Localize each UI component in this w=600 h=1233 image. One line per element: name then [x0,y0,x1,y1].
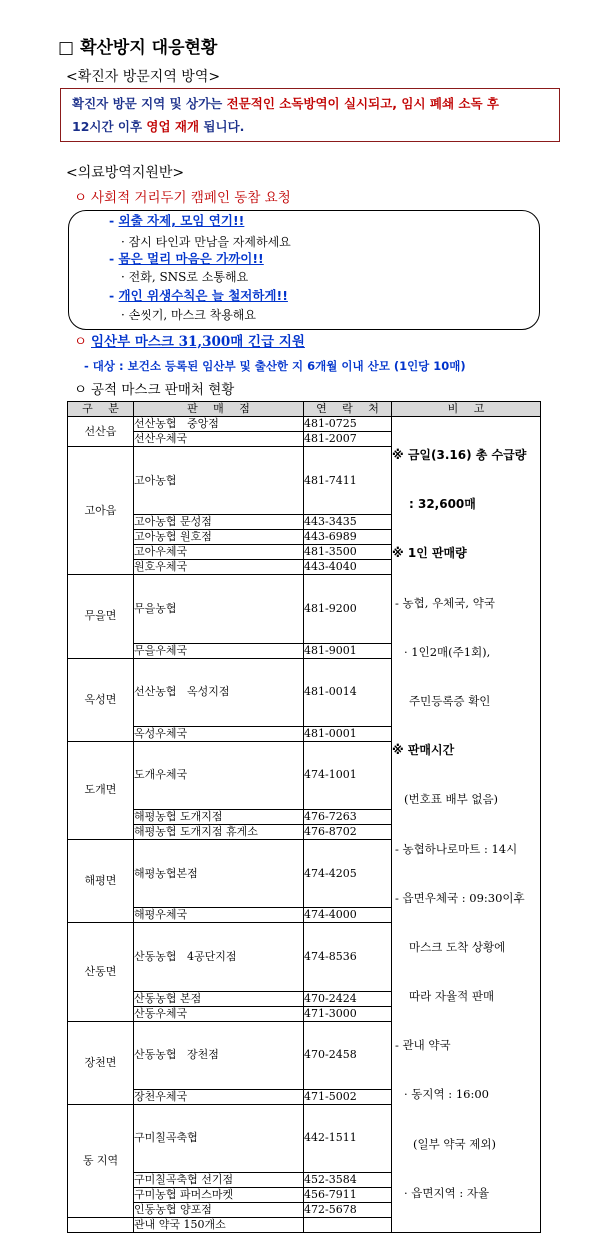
store-name-cell: 무을우체국 [134,643,304,658]
notice-segment: 됩니다. [199,119,245,134]
phone-cell: 443-6989 [304,530,392,545]
remark-line: · 1인2매(주1회), [404,644,491,659]
area-cell: 산동면 [68,923,134,1021]
area-cell: 선산읍 [68,417,134,447]
phone-cell: 481-9001 [304,643,392,658]
campaign-detail: · 손씻기, 마스크 착용해요 [121,308,256,322]
remark-line: - 농협하나로마트 : 14시 [395,841,518,856]
remark-line: - 읍면우체국 : 09:30이후 [395,890,525,905]
store-name-cell: 선산농협 중앙점 [134,417,304,432]
store-name-cell: 고아농협 [134,447,304,515]
mask-seller-table [67,401,541,1233]
phone-cell: 481-3500 [304,545,392,560]
store-name-cell: 고아농협 문성점 [134,515,304,530]
remark-line: 마스크 도착 상황에 [409,939,506,954]
remark-line: 따라 자율적 판매 [409,989,495,1004]
area-cell: 동 지역 [68,1104,134,1217]
store-name-cell: 해평농협 도개지점 휴게소 [134,825,304,840]
phone-cell: 481-0001 [304,726,392,741]
notice-segment: 확진자 방문 지역 및 상가는 [72,96,227,111]
store-name-cell: 장천우체국 [134,1089,304,1104]
remarks-cell [392,417,541,1233]
remark-line: (일부 약국 제외) [413,1136,496,1151]
store-name-cell: 고아농협 원호점 [134,530,304,545]
header-phone: 연 락 처 [304,402,392,417]
store-name-cell: 도개우체국 [134,741,304,809]
phone-cell: 474-4000 [304,908,392,923]
remark-line: · 동지역 : 16:00 [404,1087,489,1102]
phone-cell: 476-7263 [304,810,392,825]
remark-line: : 32,600매 [409,497,476,512]
campaign-title: 사회적 거리두기 캠페인 동참 요청 [91,190,291,206]
phone-cell: 481-2007 [304,432,392,447]
phone-cell: 443-3435 [304,515,392,530]
notice-line-1 [72,92,559,115]
phone-cell: 452-3584 [304,1173,392,1188]
title-text: 확산방지 대응현황 [80,38,218,58]
notice-segment: 임시 폐쇄 소독 후 [397,96,499,111]
visit-area-heading: <확진자 방문지역 방역> [66,69,221,85]
store-name-cell: 구미칠곡축협 [134,1104,304,1172]
page-title [58,38,217,58]
campaign-slogan [109,212,244,230]
phone-cell: 481-0725 [304,417,392,432]
phone-cell: 481-0014 [304,658,392,726]
store-name-cell: 옥성우체국 [134,726,304,741]
header-store: 판 매 점 [134,402,304,417]
area-cell: 도개면 [68,741,134,839]
header-area: 구 분 [68,402,134,417]
phone-cell: 470-2458 [304,1021,392,1089]
table-header [68,402,541,417]
mask-table-body [68,417,541,1233]
phone-cell: 481-7411 [304,447,392,515]
campaign-slogan [109,287,288,305]
campaign-detail: · 전화, SNS로 소통해요 [121,270,249,284]
slogan-text: 개인 위생수칙은 늘 철저하게!! [118,288,288,303]
store-name-cell: 선산농협 옥성지점 [134,658,304,726]
store-name-cell: 구미농협 파머스마켓 [134,1188,304,1203]
phone-cell: 456-7911 [304,1188,392,1203]
slogan-dash: - [109,251,119,266]
campaign-detail: · 잠시 타인과 만남을 자제하세요 [121,235,291,249]
title-bullet: □ [58,38,75,58]
pregnant-support-title: 임산부 마스크 31,300매 긴급 지원 [91,334,305,350]
area-cell [68,1218,134,1233]
pregnant-bullet: ㅇ [74,334,88,350]
remark-line: - 농협, 우체국, 약국 [395,595,495,610]
store-name-cell: 해평농협본점 [134,840,304,908]
remark-line: ※ 금일(3.16) 총 수급량 [392,448,527,462]
remark-line: ※ 판매시간 [392,743,455,758]
area-cell: 무을면 [68,575,134,658]
phone-cell: 474-1001 [304,741,392,809]
remark-line: · 읍면지역 : 자율 [404,1185,490,1200]
notice-box [60,88,560,142]
store-name-cell: 무을농협 [134,575,304,643]
notice-segment: 12시간 이후 [72,119,147,134]
store-name-cell: 원호우체국 [134,560,304,575]
store-name-cell: 해평우체국 [134,908,304,923]
store-name-cell: 인동농협 양포점 [134,1203,304,1218]
area-cell: 장천면 [68,1021,134,1104]
store-name-cell: 고아우체국 [134,545,304,560]
table-row [68,417,541,432]
phone-cell: 472-5678 [304,1203,392,1218]
campaign-slogan [109,250,264,268]
store-name-cell: 구미칠곡축협 선기점 [134,1173,304,1188]
store-name-cell: 해평농협 도개지점 [134,810,304,825]
store-name-cell: 관내 약국 150개소 [134,1218,304,1233]
slogan-text: 외출 자제, 모임 연기!! [118,213,245,228]
mask-sellers-heading [74,381,234,399]
notice-segment: 전문적인 소독방역이 실시되고, [226,96,398,111]
sellers-bullet: ㅇ [74,382,88,398]
phone-cell: 470-2424 [304,991,392,1006]
phone-cell: 476-8702 [304,825,392,840]
slogan-dash: - [109,288,119,303]
phone-cell: 471-3000 [304,1006,392,1021]
phone-cell: 474-4205 [304,840,392,908]
phone-cell: 481-9200 [304,575,392,643]
mask-sellers-title: 공적 마스크 판매처 현황 [91,382,235,398]
phone-cell: 442-1511 [304,1104,392,1172]
remark-line: - 관내 약국 [395,1038,451,1053]
phone-cell: 471-5002 [304,1089,392,1104]
store-name-cell: 선산우체국 [134,432,304,447]
table-header-row [68,402,541,417]
phone-cell: 474-8536 [304,923,392,991]
remark-line: ※ 1인 판매량 [392,546,467,561]
medical-section-heading: <의료방역지원반> [66,165,185,181]
store-name-cell: 산동농협 장천점 [134,1021,304,1089]
area-cell: 고아읍 [68,447,134,575]
pregnant-support-heading [74,333,305,351]
area-cell: 해평면 [68,840,134,923]
store-name-cell: 산동농협 본점 [134,991,304,1006]
notice-line-2 [72,115,559,138]
campaign-box [68,210,540,330]
remark-line: (번호표 배부 없음) [404,792,499,807]
notice-segment: 영업 재개 [146,119,200,134]
store-name-cell: 산동농협 4공단지점 [134,923,304,991]
campaign-bullet: ㅇ [74,190,88,206]
header-remarks: 비 고 [392,402,541,417]
remark-line: 주민등록증 확인 [409,693,491,708]
campaign-heading [74,189,291,207]
area-cell: 옥성면 [68,658,134,741]
pregnant-support-target: - 대상 : 보건소 등록된 임산부 및 출산한 지 6개월 이내 산모 (1인당 10매) [84,359,466,373]
slogan-text: 몸은 멀리 마음은 가까이!! [118,251,264,266]
phone-cell [304,1218,392,1233]
slogan-dash: - [109,213,119,228]
store-name-cell: 산동우체국 [134,1006,304,1021]
phone-cell: 443-4040 [304,560,392,575]
